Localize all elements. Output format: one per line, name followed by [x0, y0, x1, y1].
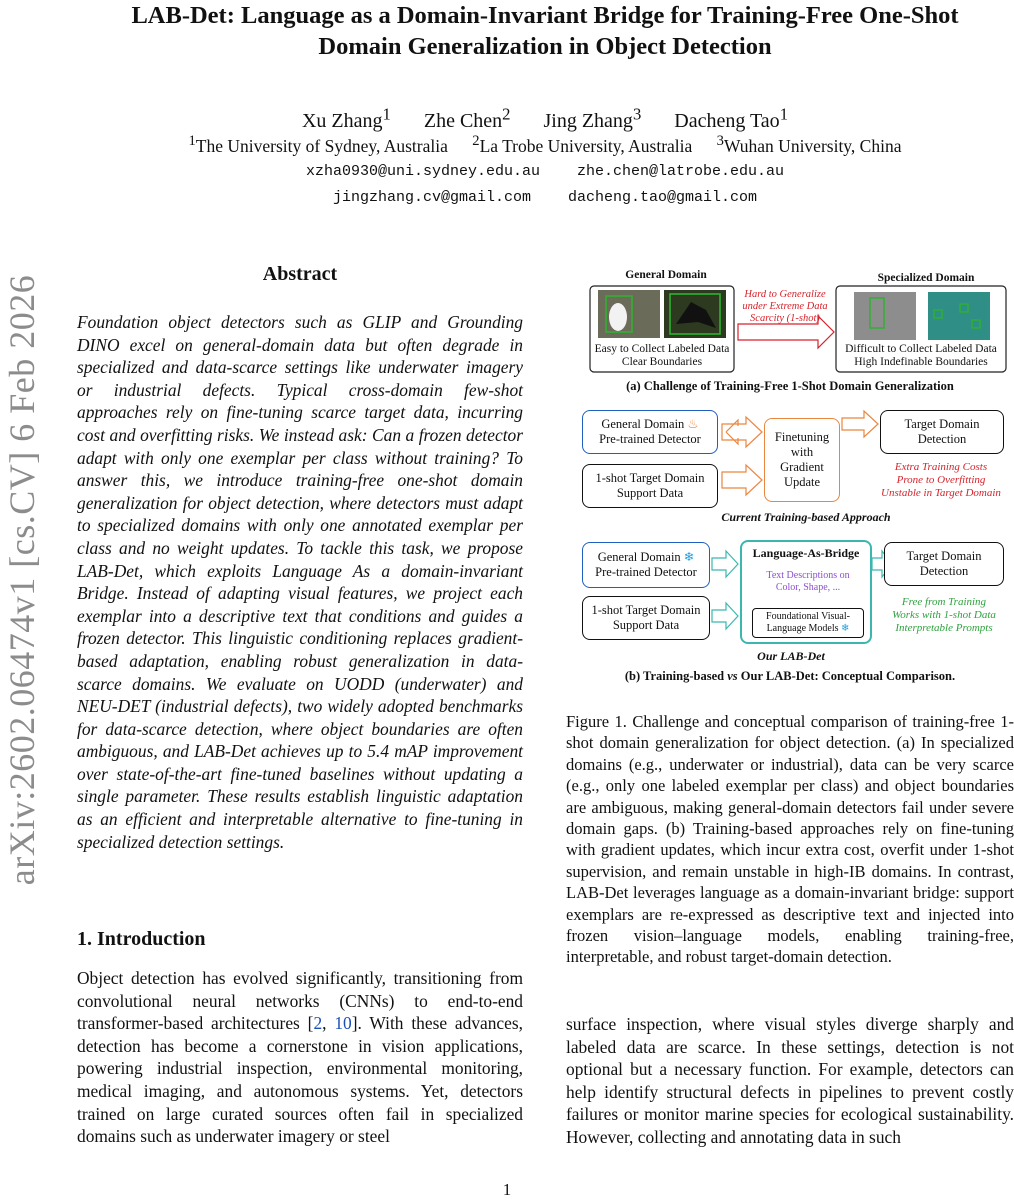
- snowflake-icon: ❄: [841, 623, 850, 634]
- lab-det-benefits: Free from Training Works with 1-shot Data Interpretable Prompts: [892, 596, 996, 634]
- email[interactable]: zhe.chen@latrobe.edu.au: [577, 163, 785, 180]
- vlm-box: Foundational Visual- Language Models ❄: [752, 608, 864, 638]
- specialized-domain-caption: Difficult to Collect Labeled Data High Indefinable Boundaries: [845, 343, 997, 368]
- language-bridge-box: Language-As-Bridge: [740, 540, 872, 644]
- arxiv-stamp-text: arXiv:2602.06474v1 [cs.CV] 6 Feb 2026: [2, 274, 42, 886]
- affiliation: $^3$Wuhan University, China: [716, 133, 902, 156]
- intro-paragraph: Object detection has evolved significantly, transitioning from convolutional neural networks (CNNs) to end-to-end transformer-based architectures [2, 10]. With these advances, detection has become a cornerstone in vision applications, powering industrial inspection, environmental monitoring, medical imaging, and autonomous systems. Yet, detectors trained on large curated sources often fail in specialized domains such as underwater imagery or steel: [77, 968, 523, 1147]
- support-data-box: 1-shot Target Domain Support Data: [582, 464, 718, 508]
- cat-photo: [598, 290, 660, 338]
- affiliation: $^2$La Trobe University, Australia: [472, 133, 693, 156]
- author: Dacheng Tao$^1$: [674, 104, 789, 132]
- support-data-box: 1-shot Target Domain Support Data: [582, 596, 710, 640]
- email[interactable]: xzha0930@uni.sydney.edu.au: [305, 163, 540, 180]
- frozen-detector-box: General Domain ❄ Pre-trained Detector: [582, 542, 710, 588]
- text-descriptions-box: Text Descriptions on Color, Shape, ...: [766, 570, 850, 593]
- author: Zhe Chen$^2$: [423, 104, 511, 132]
- intro-heading: 1. Introduction: [77, 928, 206, 950]
- fire-icon: ♨: [687, 417, 699, 431]
- email[interactable]: dacheng.tao@gmail.com: [568, 189, 758, 206]
- finetuning-box: Finetuning with Gradient Update: [764, 418, 840, 502]
- current-approach-label: Current Training-based Approach: [721, 510, 891, 524]
- abstract-body: Foundation object detectors such as GLIP and Grounding DINO excel on general-domain data but often degrade in specialized and data-scarce settings like underwater imagery or industrial defects. Typical cross-domain few-shot approaches rely on fine-tuning scarce target data, incurring cost and overfitting risks. We instead ask: Can a frozen detector adapt with only one exemplar per class without training? To answer this, we introduce training-free one-shot domain generalization for object detection, where detectors must adapt to specialized domains with only one annotated exemplar per class and no weight updates. To tackle this task, we propose LAB-Det, which exploits Language As a domain-invariant Bridge. Instead of adapting visual features, we project each exemplar into a descriptive text that conditions and guides a frozen detector. This linguistic conditioning replaces gradient-based adaptation, enabling robust generalization in data-scarce domains. We evaluate on UODD (underwater) and NEU-DET (industrial defects), two widely adopted benchmarks for data-scarce detection, where object boundaries are often ambiguous, and LAB-Det achieves up to 5.4 mAP improvement over state-of-the-art fine-tuned baselines without updating a single parameter. These results establish linguistic adaptation as an efficient and interpretable alternative to fine-tuning in specialized detection settings.: [77, 312, 523, 852]
- right-column-paragraph: surface inspection, where visual styles diverge sharply and labeled data are scarce. In these settings, detection is not optional but a necessary function. For example, detectors can help identify structural defects in pipelines to prevent costly failures or monitor marine species for ecological sustainability. However, collecting and annotating data in such: [566, 1014, 1014, 1147]
- author-list: [60, 104, 1014, 133]
- underwater-photo: [928, 292, 990, 340]
- hard-to-generalize-note: Hard to Generalize under Extreme Data Scarcity (1-shot): [742, 289, 828, 324]
- author: Xu Zhang$^1$: [301, 104, 391, 132]
- figure-1: [566, 262, 1014, 692]
- our-method-label: Our LAB-Det: [757, 649, 825, 663]
- figure-caption: Figure 1. Challenge and conceptual comparison of training-free 1-shot domain generalization for object detection. (a) In specialized domains (e.g., underwater or industrial), data can be very scarce (e.g., only one labeled exemplar per class) and object boundaries are ambiguous, making general-domain detectors fail under severe domain gaps. (b) Training-based approaches rely on fine-tuning with gradient updates, which incur extra cost, overfit under 1-shot supervision, and remain unstable in high-IB domains. In contrast, LAB-Det leverages language as a domain-invariant bridge: support exemplars are re-expressed as descriptive text and injected into frozen vision–language models, enabling training-free, interpretable, and robust target-domain detection.: [566, 712, 1014, 967]
- paper-title: [60, 0, 1014, 62]
- citation-link[interactable]: 2: [313, 1013, 323, 1034]
- subcaption-b: (b) Training-based vs Our LAB-Det: Conceptual Comparison.: [624, 669, 956, 683]
- pretrained-detector-box: General Domain ♨ Pre-trained Detector: [582, 410, 718, 454]
- training-drawbacks: Extra Training Costs Prone to Overfitting Unstable in Target Domain: [881, 461, 1001, 499]
- title-line-1: LAB-Det: Language as a Domain-Invariant Bridge for Training-Free One-Shot: [131, 2, 959, 29]
- citation-link[interactable]: 10: [334, 1013, 352, 1034]
- affiliation: $^1$The University of Sydney, Australia: [188, 133, 448, 156]
- snowflake-icon: ❄: [683, 550, 695, 564]
- target-detection-box: Target Domain Detection: [884, 542, 1004, 586]
- page-number: 1: [502, 1180, 512, 1199]
- specialized-domain-label: Specialized Domain: [877, 272, 975, 284]
- email-row-2: [60, 189, 1014, 206]
- steel-photo: [854, 292, 916, 340]
- email[interactable]: jingzhang.cv@gmail.com: [332, 189, 531, 206]
- general-domain-caption: Easy to Collect Labeled Data Clear Boundaries: [594, 343, 730, 368]
- subcaption-a: (a) Challenge of Training-Free 1-Shot Domain Generalization: [626, 379, 954, 393]
- title-line-2: Domain Generalization in Object Detection: [318, 33, 772, 60]
- target-detection-box: Target Domain Detection: [880, 410, 1004, 454]
- abstract-heading: Abstract: [262, 263, 338, 285]
- author: Jing Zhang$^3$: [543, 104, 642, 132]
- affiliation-list: [60, 133, 1014, 157]
- arxiv-stamp: [2, 250, 42, 910]
- general-domain-label: General Domain: [625, 269, 707, 281]
- email-row-1: [60, 163, 1014, 180]
